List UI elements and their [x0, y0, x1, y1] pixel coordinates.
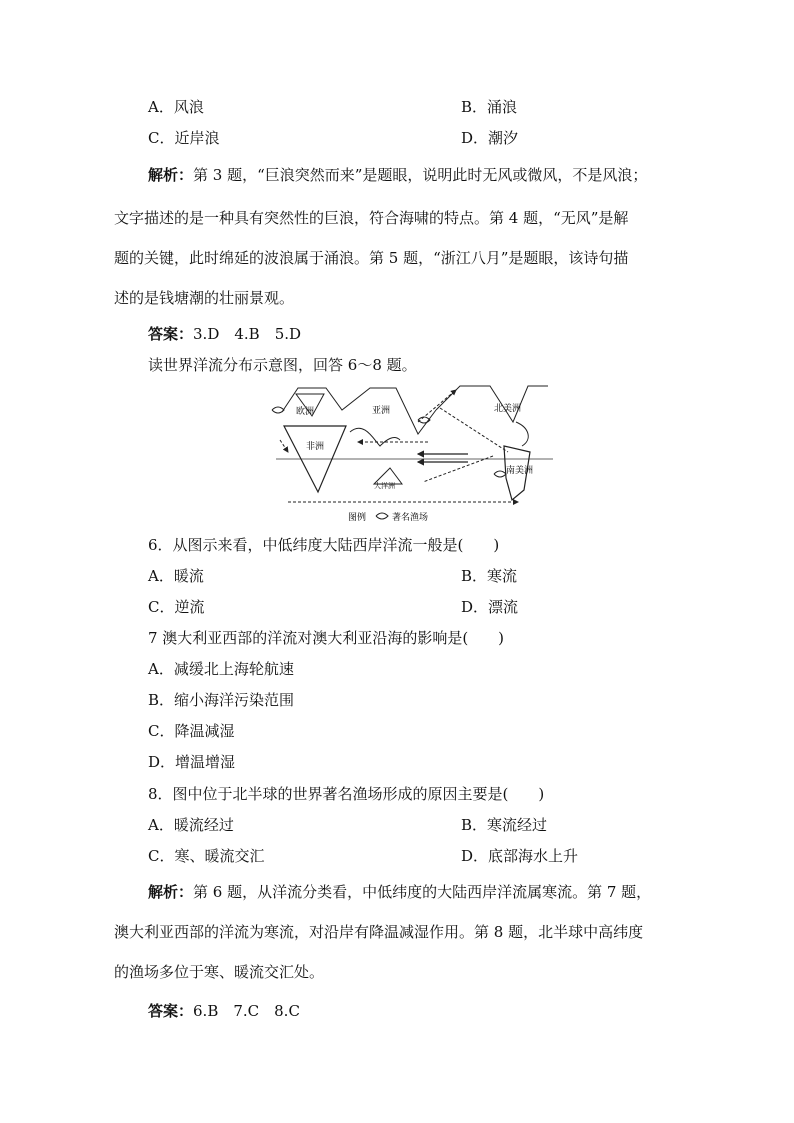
q7-option-b: B．缩小海洋污染范围	[148, 691, 295, 709]
question-6-stem: 6．从图示来看，中低纬度大陆西岸洋流一般是( )	[148, 536, 500, 554]
analysis-line: 述的是钱塘潮的壮丽景观。	[114, 289, 295, 307]
answer-label: 答案：	[148, 325, 194, 343]
analysis-line: 的渔场多位于寒、暖流交汇处。	[114, 963, 325, 981]
analysis-label: 解析：	[148, 883, 194, 901]
question-8-stem: 8．图中位于北半球的世界著名渔场形成的原因主要是( )	[148, 785, 545, 803]
fishery-icon	[494, 471, 506, 477]
label-north-america: 北美洲	[494, 404, 522, 414]
ocean-current-map	[268, 382, 558, 524]
analysis-line	[148, 882, 651, 902]
label-asia: 亚洲	[372, 406, 391, 416]
q6-option-b: B．寒流	[461, 567, 518, 585]
label-south-america: 南美洲	[506, 466, 534, 476]
answer-label: 答案：	[148, 1002, 194, 1020]
question-7-stem: 7 澳大利亚西部的洋流对澳大利亚沿海的影响是( )	[148, 629, 505, 647]
asia-coast	[350, 428, 400, 446]
answer-line	[148, 324, 301, 344]
q6-option-d: D．漂流	[461, 598, 519, 616]
legend-fishery-icon	[376, 513, 388, 519]
option-b: B．涌浪	[461, 98, 518, 116]
analysis-label: 解析：	[148, 166, 194, 184]
option-d: D．潮汐	[461, 129, 519, 147]
q6-option-a: A．暖流	[148, 567, 204, 585]
analysis-line: 文字描述的是一种具有突然性的巨浪，符合海啸的特点。第 4 题，“无风”是解	[114, 209, 629, 227]
legend-fishery-label: 著名渔场	[392, 513, 429, 523]
analysis-line: 题的关键，此时绵延的波浪属于涌浪。第 5 题，“浙江八月”是题眼，该诗句描	[114, 249, 629, 267]
q6-option-c: C．逆流	[148, 598, 205, 616]
analysis-line	[148, 165, 647, 185]
current-arrow	[280, 440, 288, 452]
current-arrow	[423, 456, 493, 482]
current-arrow	[440, 408, 508, 452]
q8-option-b: B．寒流经过	[461, 816, 548, 834]
answer-text: 3.D 4.B 5.D	[193, 325, 302, 343]
question-intro: 读世界洋流分布示意图，回答 6～8 题。	[148, 356, 417, 374]
label-oceania: 大洋洲	[374, 482, 395, 490]
north-america-coast	[516, 422, 528, 446]
q7-option-d: D．增温增湿	[148, 753, 236, 771]
analysis-text: 第 6 题，从洋流分类看，中低纬度的大陆西岸洋流属寒流。第 7 题，	[193, 883, 652, 901]
analysis-line: 澳大利亚西部的洋流为寒流，对沿岸有降温减湿作用。第 8 题，北半球中高纬度	[114, 923, 644, 941]
q8-option-a: A．暖流经过	[148, 816, 234, 834]
q7-option-c: C．降温减湿	[148, 722, 235, 740]
fishery-icon	[272, 407, 284, 413]
answer-text: 6.B 7.C 8.C	[193, 1002, 300, 1020]
option-a: A．风浪	[148, 98, 204, 116]
label-europe: 欧洲	[296, 407, 315, 417]
answer-line	[148, 1001, 300, 1021]
legend-label: 图例	[348, 513, 367, 523]
q8-option-c: C．寒、暖流交汇	[148, 847, 265, 865]
label-africa: 非洲	[306, 442, 325, 452]
q8-option-d: D．底部海水上升	[461, 847, 579, 865]
option-c: C．近岸浪	[148, 129, 220, 147]
analysis-text: 第 3 题，“巨浪突然而来”是题眼，说明此时无风或微风，不是风浪；	[193, 166, 648, 184]
q7-option-a: A．减缓北上海轮航速	[148, 660, 294, 678]
